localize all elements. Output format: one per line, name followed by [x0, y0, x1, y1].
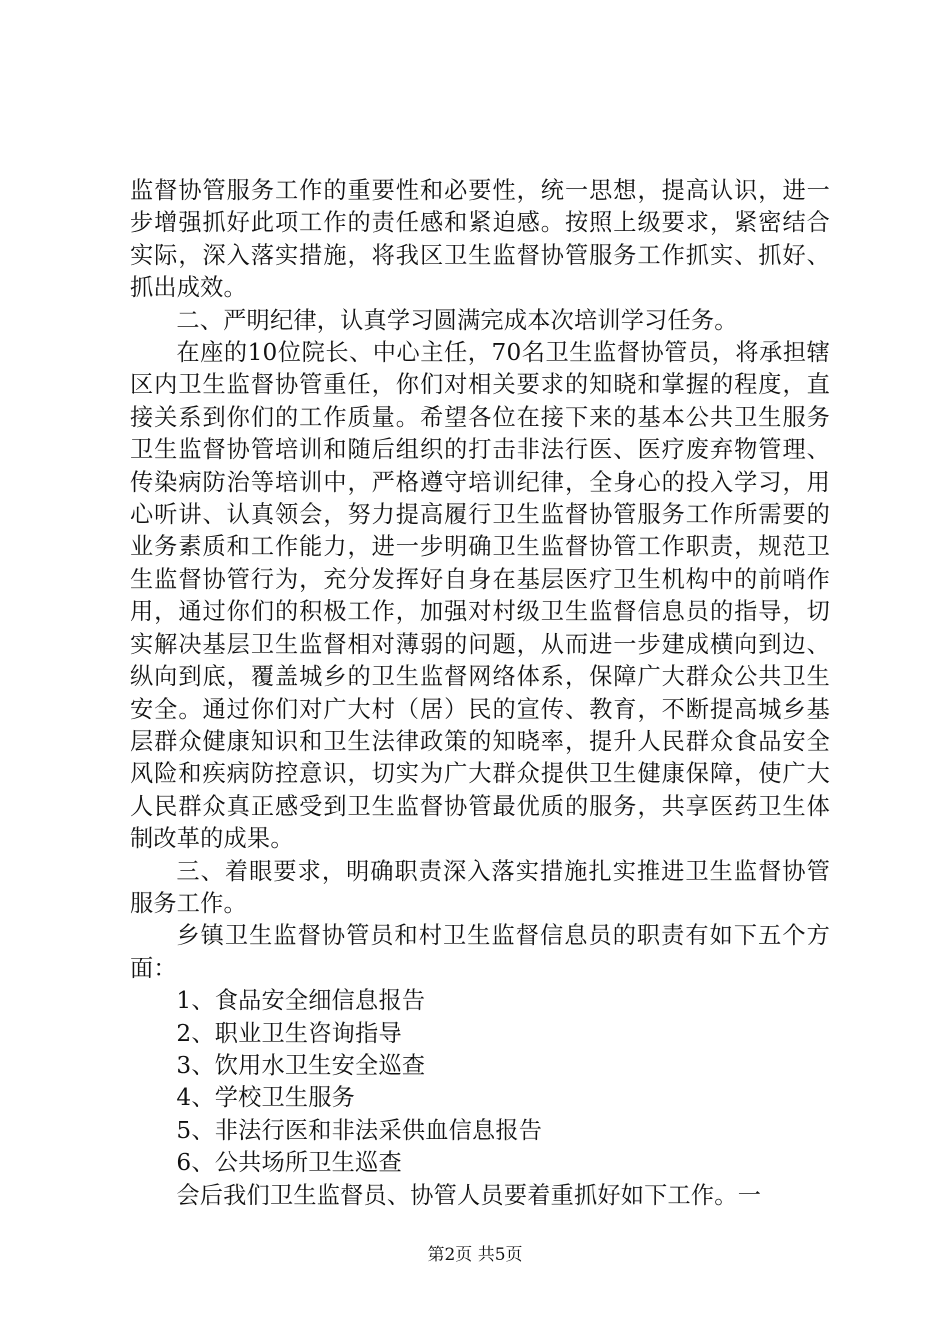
document-body: [130, 175, 830, 1212]
list-item-1: 1、食品安全细信息报告: [176, 987, 426, 1015]
paragraph-duties-intro: 乡镇卫生监督协管员和村卫生监督信息员的职责有如下五个方面：: [130, 922, 830, 982]
paragraph-3: 在座的10位院长、中心主任，70名卫生监督协管员，将承担辖区内卫生监督协管重任，你们对相关要求的知晓和掌握的程度，直接关系到你们的工作质量。希望各位在接下来的基本公共卫生服务卫生监督协管培训和随后组织的打击非法行医、医疗废弃物管理、传染病防治等培训中，严格遵守培训纪律，全身心的投入学习，用心听讲、认真领会，努力提高履行卫生监督协管服务工作所需要的业务素质和工作能力，进一步明确卫生监督协管工作职责，规范卫生监督协管行为，充分发挥好自身在基层医疗卫生机构中的前哨作用，通过你们的积极工作，加强对村级卫生监督信息员的指导，切实解决基层卫生监督相对薄弱的问题，从而进一步建成横向到边、纵向到底，覆盖城乡的卫生监督网络体系，保障广大群众公共卫生安全。通过你们对广大村（居）民的宣传、教育，不断提高城乡基层群众健康知识和卫生法律政策的知晓率，提升人民群众食品安全风险和疾病防控意识，切实为广大群众提供卫生健康保障，使广大人民群众真正感受到卫生监督协管最优质的服务，共享医药卫生体制改革的成果。: [130, 339, 830, 853]
list-item-2: 2、职业卫生咨询指导: [176, 1019, 402, 1047]
list-item-6: 6、公共场所卫生巡查: [176, 1149, 402, 1177]
list-item-5: 5、非法行医和非法采供血信息报告: [176, 1116, 543, 1144]
page-number-footer: 第2页 共5页: [427, 1245, 523, 1265]
list-item-4: 4、学校卫生服务: [176, 1084, 356, 1112]
paragraph-1: 监督协管服务工作的重要性和必要性，统一思想，提高认识，进一步增强抓好此项工作的责任感和紧迫感。按照上级要求，紧密结合实际，深入落实措施，将我区卫生监督协管服务工作抓实、抓好、抓出成效。: [130, 177, 830, 302]
section-heading-3: 三、着眼要求，明确职责深入落实措施扎实推进卫生监督协管服务工作。: [130, 857, 830, 917]
section-heading-2: 二、严明纪律，认真学习圆满完成本次培训学习任务。: [176, 306, 738, 334]
paragraph-closing: 会后我们卫生监督员、协管人员要着重抓好如下工作。一: [176, 1181, 762, 1209]
list-item-3: 3、饮用水卫生安全巡查: [176, 1051, 426, 1079]
